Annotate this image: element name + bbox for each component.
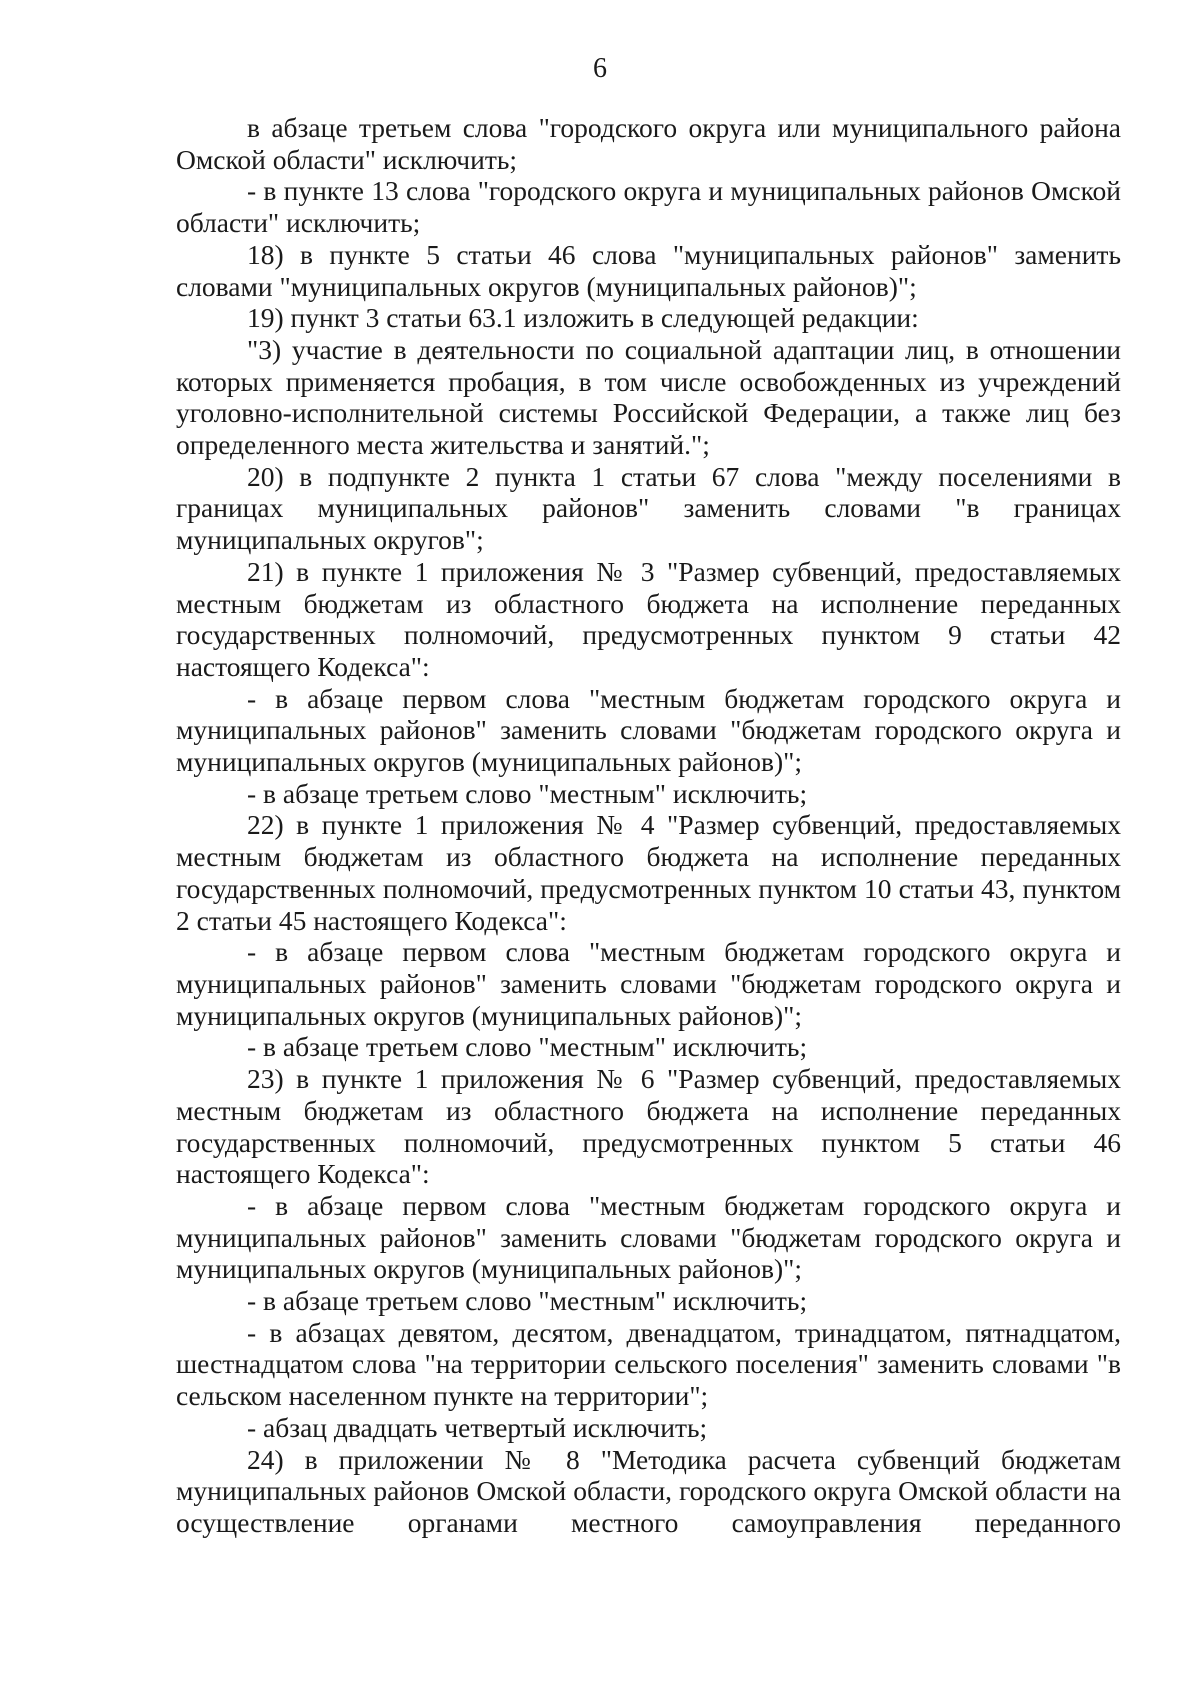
paragraph: - в абзацах девятом, десятом, двенадцатом, тринадцатом, пятнадцатом, шестнадцатом слова "на территории сельского поселения" заменить словами "в сельском населенном пункте на территории"; [176,1316,1121,1412]
paragraph: - в абзаце первом слова "местным бюджетам городского округа и муниципальных районов" заменить словами "бюджетам городского округа и муниципальных округов (муниципальных районов)"; [176,936,1121,1031]
paragraph: "3) участие в деятельности по социальной адаптации лиц, в отношении которых применяется пробация, в том числе освобожденных из учреждений уголовно-исполнительной системы Российской Федерации, а также лиц без определенного места жительства и занятий."; [176,333,1121,461]
paragraph: 20) в подпункте 2 пункта 1 статьи 67 слова "между поселениями в границах муниципальных районов" заменить словами "в границах муниципальных округов"; [176,460,1121,556]
paragraph: 23) в пункте 1 приложения № 6 "Размер субвенций, предоставляемых местным бюджетам из областного бюджета на исполнение переданных государственных полномочий, предусмотренных пунктом 5 статьи 46 настоящего Кодекса": [176,1063,1121,1190]
paragraph: - в пункте 13 слова "городского округа и муниципальных районов Омской области" исключить; [176,175,1121,239]
paragraph: - в абзаце первом слова "местным бюджетам городского округа и муниципальных районов" заменить словами "бюджетам городского округа и муниципальных округов (муниципальных районов)"; [176,682,1121,778]
paragraph: - в абзаце первом слова "местным бюджетам городского округа и муниципальных районов" заменить словами "бюджетам городского округа и муниципальных округов (муниципальных районов)"; [176,1189,1121,1285]
paragraph: 19) пункт 3 статьи 63.1 изложить в следующей редакции: [247,302,919,334]
document-body [176,112,1121,1539]
paragraph: 18) в пункте 5 статьи 46 слова "муниципальных районов" заменить словами "муниципальных округов (муниципальных районов)"; [176,238,1121,302]
page-number: 6 [593,53,607,84]
paragraph: - абзац двадцать четвертый исключить; [247,1411,708,1443]
paragraph: 21) в пункте 1 приложения № 3 "Размер субвенций, предоставляемых местным бюджетам из областного бюджета на исполнение переданных государственных полномочий, предусмотренных пунктом 9 статьи 42 настоящего Кодекса": [176,555,1121,682]
paragraph: - в абзаце третьем слово "местным" исключить; [247,777,808,809]
paragraph: - в абзаце третьем слово "местным" исключить; [247,1285,808,1317]
paragraph: - в абзаце третьем слово "местным" исключить; [247,1031,808,1063]
paragraph: в абзаце третьем слова "городского округа или муниципального района Омской области" исключить; [176,112,1121,175]
paragraph: 24) в приложении № 8 "Методика расчета субвенций бюджетам муниципальных районов Омской области, городского округа Омской области на осуществление органами местного самоуправления переданного [176,1443,1121,1538]
paragraph: 22) в пункте 1 приложения № 4 "Размер субвенций, предоставляемых местным бюджетам из областного бюджета на исполнение переданных государственных полномочий, предусмотренных пунктом 10 статьи 43, пунктом 2 статьи 45 настоящего Кодекса": [176,809,1121,936]
